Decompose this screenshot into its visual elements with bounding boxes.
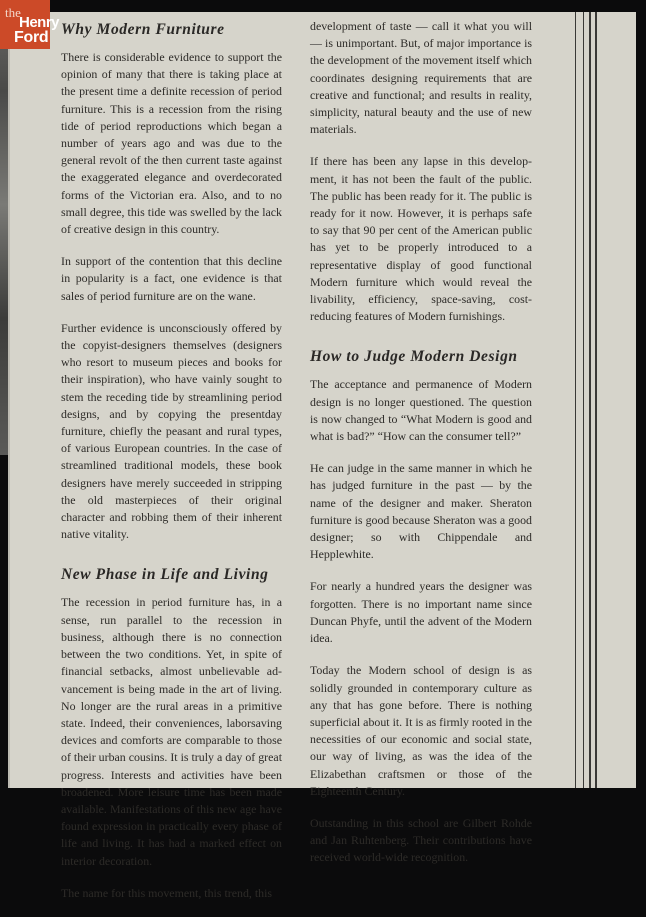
heading-new-phase: New Phase in Life and Living [61,566,269,584]
decorative-vertical-rule [595,12,597,788]
page-gutter [8,12,10,788]
henry-ford-logo [0,0,60,49]
paragraph: The acceptance and permanence of Modern design is no longer questioned. The question is now changed to “What Modern is good and what is bad?” “How can the consumer tell?” [310,377,532,444]
paragraph: If there has been any lapse in this development, it has not been the fault of the public. The public has been ready for it. The public is ready for it now. However, it is perhaps safe to say that 90 per cent of the American public has yet to be properly introduced to a representative display of good functional Modern furniture which would reveal the livability, efficiency, space-saving, costreducing features of Modern furnishings. [310,154,532,324]
paragraph: Outstanding in this school are Gilbert Rohde and Jan Ruhtenberg. Their contributions have received world-wide recognition. [310,815,532,865]
paragraph: He can judge in the same manner in which he has judged furniture in the past — by the name of the designer and maker. Sheraton furniture is good because Sheraton was a good designer; so with Chippendale and Hepplewhite. [310,461,532,562]
logo-the: the [5,5,21,20]
logo-henry: Henry [19,14,60,31]
paragraph: The recession in period furniture has, in a sense, run parallel to the recession in business, although there is no connection between the two conditions. Yet, in spite of financial setbacks, almost unbelievable advancement is being made in the art of living. No longer are the rural areas in a primitive state. Indeed, their conveniences, laborsaving devices and comforts are comparable to those of their urban cousins. It is truly a day of great progress. Interests and activities have been broadened. More leisure time has been made available. Manifestations of this new age have found expression in practically every phase of life and living. It has had a marked effect on interior decoration. [61,595,282,868]
heading-why-modern-furniture: Why Modern Furniture [61,21,225,38]
paragraph: The name for this movement, this trend, this [61,885,273,900]
decorative-vertical-rule [575,12,576,788]
left-column [61,18,282,917]
right-column [310,18,532,882]
paragraph: In support of the contention that this decline in popularity is a fact, one evidence is that sales of period furniture are on the wane. [61,254,282,303]
paragraph: Today the Modern school of design is as solidly grounded in contemporary culture as any that has gone before. There is nothing superficial about it. It is as firmly rooted in the necessities of our economic and social state, our way of living, as was the idea of the Elizabethan craftsmen or those of the Eighteenth Century. [310,663,532,798]
paragraph: For nearly a hundred years the designer was forgotten. There is no important name since Duncan Phyfe, until the advent of the Modern idea. [310,579,532,646]
paragraph: Further evidence is unconsciously offered by the copyist-designers themselves (designers who resort to museum pieces and books for their inspiration), who have vainly sought to stem the receding tide by streamlining period designs, and by copying the presentday furniture, chiefly the peasant and rural types, of various European countries. In the case of streamlined traditional models, these book designers have merely succeeded in stripping the old masterpieces of their original character and robbing them of their inherent native vitality. [61,320,282,542]
heading-how-to-judge: How to Judge Modern Design [310,348,518,366]
paragraph: There is considerable evidence to support the opinion of many that there is taking place at the present time a definite recession of period furniture. This is a recession from the rising tide of period reproductions which began a number of years ago and was due to the general revolt of the then current taste against the exaggerated elegance and overdecorated forms of the Victorian era. Also, and to no small degree, this tide was swelled by the lack of creative design in this country. [61,50,282,237]
decorative-vertical-rule [589,12,591,788]
paragraph: development of taste — call it what you will — is unimportant. But, of major importance is the development of the movement itself which coordinates designing requirements that are creative and functional; and results in reality, simplicity, natural beauty and the use of new materials. [310,19,532,137]
logo-ford: Ford [14,29,49,46]
decorative-vertical-rule [583,12,584,788]
